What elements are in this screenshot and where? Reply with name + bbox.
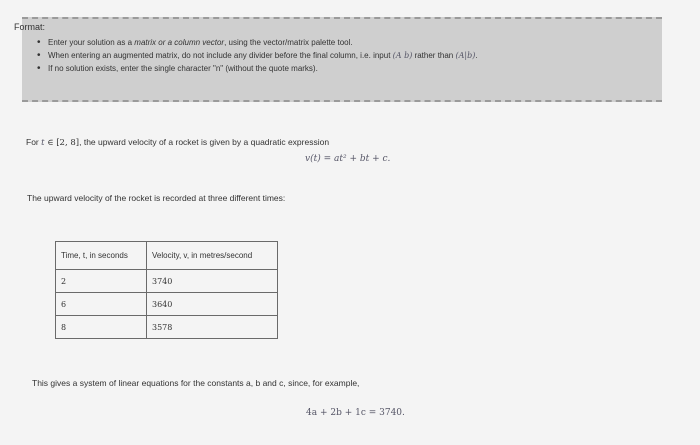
- format-item-1: [48, 38, 478, 47]
- cell-time: 8: [56, 316, 147, 339]
- table-row: [56, 316, 278, 339]
- format-title: Format:: [14, 22, 46, 32]
- format-list: [48, 38, 478, 77]
- cell-velocity: 3740: [147, 270, 278, 293]
- cell-time: 2: [56, 270, 147, 293]
- format-item-2: [48, 51, 478, 60]
- format-item-3: [48, 64, 478, 73]
- header-time: Time, t, in seconds: [56, 242, 147, 270]
- table-header-row: [56, 242, 278, 270]
- format-item-1-text: Enter your solution as a: [48, 38, 135, 47]
- format-item-3-text: If no solution exists, enter the single character "n" (without the quote marks).: [48, 64, 318, 73]
- format-item-2-math-a: (A b): [392, 51, 413, 60]
- table-row: [56, 293, 278, 316]
- intro-pre: For: [26, 137, 42, 147]
- format-item-1-emphasis: matrix or a column vector: [134, 38, 225, 47]
- format-item-2-text: When entering an augmented matrix, do not include any divider before the final column, i.e. input: [48, 51, 393, 60]
- intro-text: [26, 137, 329, 148]
- velocity-table: [55, 241, 278, 339]
- format-item-2-math-b: (A|b): [455, 51, 476, 60]
- cell-time: 6: [56, 293, 147, 316]
- example-equation: 4a + 2b + 1c = 3740.: [306, 408, 405, 418]
- format-item-2-tail: .: [475, 51, 478, 60]
- table-row: [56, 270, 278, 293]
- recorded-text: The upward velocity of the rocket is recorded at three different times:: [27, 193, 286, 203]
- intro-variable: t: [41, 138, 45, 148]
- system-text: This gives a system of linear equations for the constants a, b and c, since, for example,: [32, 378, 360, 388]
- format-item-2-mid: rather than: [412, 51, 456, 60]
- cell-velocity: 3640: [147, 293, 278, 316]
- velocity-equation: v(t) = at² + bt + c.: [305, 154, 391, 164]
- format-item-1-tail: , using the vector/matrix palette tool.: [224, 38, 353, 47]
- cell-velocity: 3578: [147, 316, 278, 339]
- header-velocity: Velocity, v, in metres/second: [147, 242, 278, 270]
- intro-interval: ∈ [2, 8]: [44, 138, 80, 148]
- intro-post: , the upward velocity of a rocket is given by a quadratic expression: [79, 137, 330, 147]
